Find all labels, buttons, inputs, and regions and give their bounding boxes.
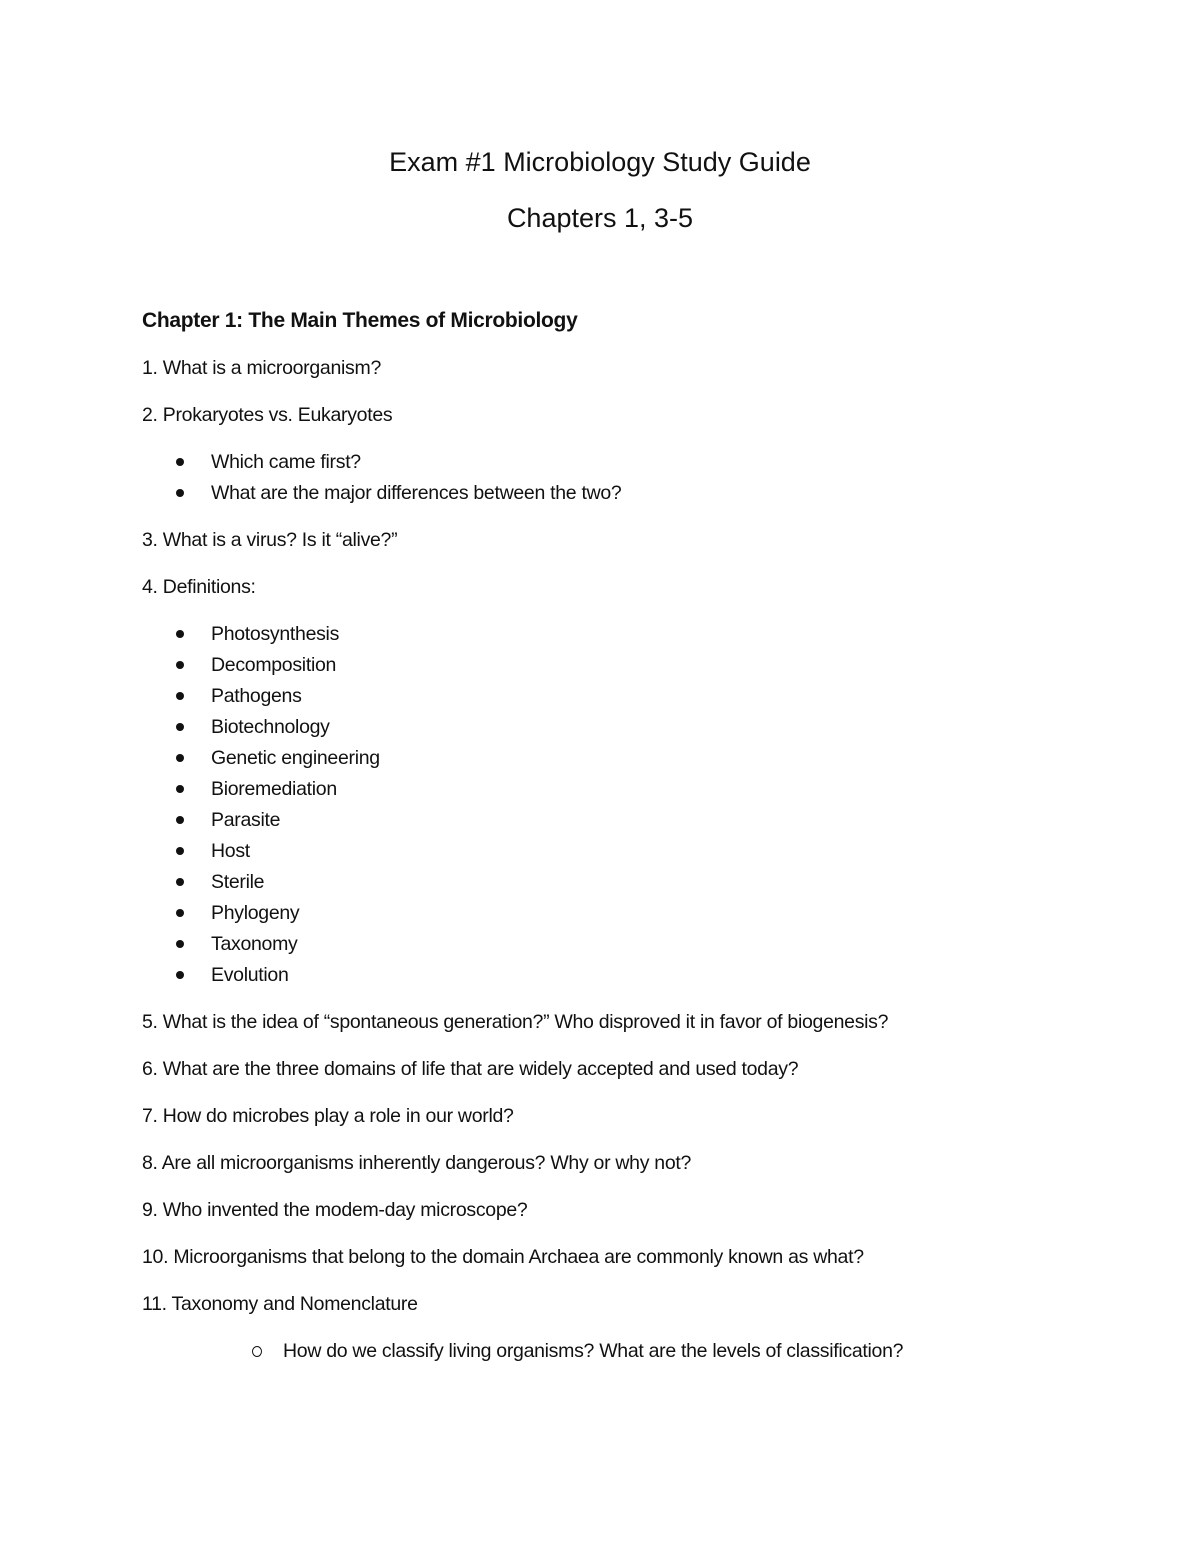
bullet-item (142, 481, 1092, 505)
bullet-icon (176, 816, 184, 824)
bullet-icon (176, 940, 184, 948)
bullet-text: Photosynthesis (211, 623, 340, 645)
bullet-icon (176, 754, 184, 762)
bullet-item (142, 777, 1092, 801)
bullet-icon (176, 909, 184, 917)
question-item: 3. What is a virus? Is it “alive?” (142, 529, 398, 551)
bullet-icon (176, 847, 184, 855)
question-item: 5. What is the idea of “spontaneous generation?” Who disproved it in favor of biogenesis? (142, 1011, 889, 1033)
bullet-item (142, 932, 1092, 956)
question-item: 6. What are the three domains of life that are widely accepted and used today? (142, 1058, 799, 1080)
bullet-text: Host (211, 840, 250, 862)
bullet-icon (176, 489, 184, 497)
bullet-icon (176, 971, 184, 979)
chapter-heading: Chapter 1: The Main Themes of Microbiology (142, 309, 578, 332)
bullet-item (142, 622, 1092, 646)
bullet-text: Biotechnology (211, 716, 330, 738)
question-item: 10. Microorganisms that belong to the domain Archaea are commonly known as what? (142, 1246, 864, 1268)
bullet-icon (176, 878, 184, 886)
question-item: 9. Who invented the modem-day microscope? (142, 1199, 528, 1221)
bullet-text: Decomposition (211, 654, 337, 676)
question-item: 11. Taxonomy and Nomenclature (142, 1293, 418, 1315)
bullet-icon (176, 723, 184, 731)
bullet-icon (176, 692, 184, 700)
bullet-item (142, 901, 1092, 925)
bullet-text: What are the major differences between the two? (211, 482, 622, 504)
document-body (142, 309, 1092, 1363)
bullet-item (142, 808, 1092, 832)
bullet-item (142, 450, 1092, 474)
question-item: 1. What is a microorganism? (142, 357, 381, 379)
bullet-item (142, 653, 1092, 677)
bullet-text: Which came first? (211, 451, 361, 473)
bullet-item (142, 870, 1092, 894)
bullet-text: Pathogens (211, 685, 302, 707)
bullet-item (142, 715, 1092, 739)
bullet-item (142, 839, 1092, 863)
bullet-icon (176, 785, 184, 793)
bullet-item (142, 684, 1092, 708)
question-item: 2. Prokaryotes vs. Eukaryotes (142, 404, 393, 426)
bullet-text: Parasite (211, 809, 281, 831)
bullet-text: Taxonomy (211, 933, 298, 955)
bullet-icon (176, 661, 184, 669)
question-item: 7. How do microbes play a role in our world? (142, 1105, 514, 1127)
bullet-text: Bioremediation (211, 778, 337, 800)
bullet-text: Genetic engineering (211, 747, 380, 769)
hollow-bullet-icon (252, 1346, 262, 1357)
bullet-text: Phylogeny (211, 902, 300, 924)
document-subtitle: Chapters 1, 3-5 (506, 203, 694, 233)
bullet-item (142, 746, 1092, 770)
bullet-icon (176, 458, 184, 466)
bullet-text: Sterile (211, 871, 265, 893)
bullet-text: Evolution (211, 964, 289, 986)
bullet-icon (176, 630, 184, 638)
sub-bullet-item (142, 1339, 1092, 1363)
sub-bullet-text: How do we classify living organisms? What are the levels of classification? (283, 1340, 904, 1362)
document-title: Exam #1 Microbiology Study Guide (389, 147, 811, 177)
bullet-item (142, 963, 1092, 987)
question-item: 4. Definitions: (142, 576, 256, 598)
question-item: 8. Are all microorganisms inherently dangerous? Why or why not? (142, 1152, 692, 1174)
